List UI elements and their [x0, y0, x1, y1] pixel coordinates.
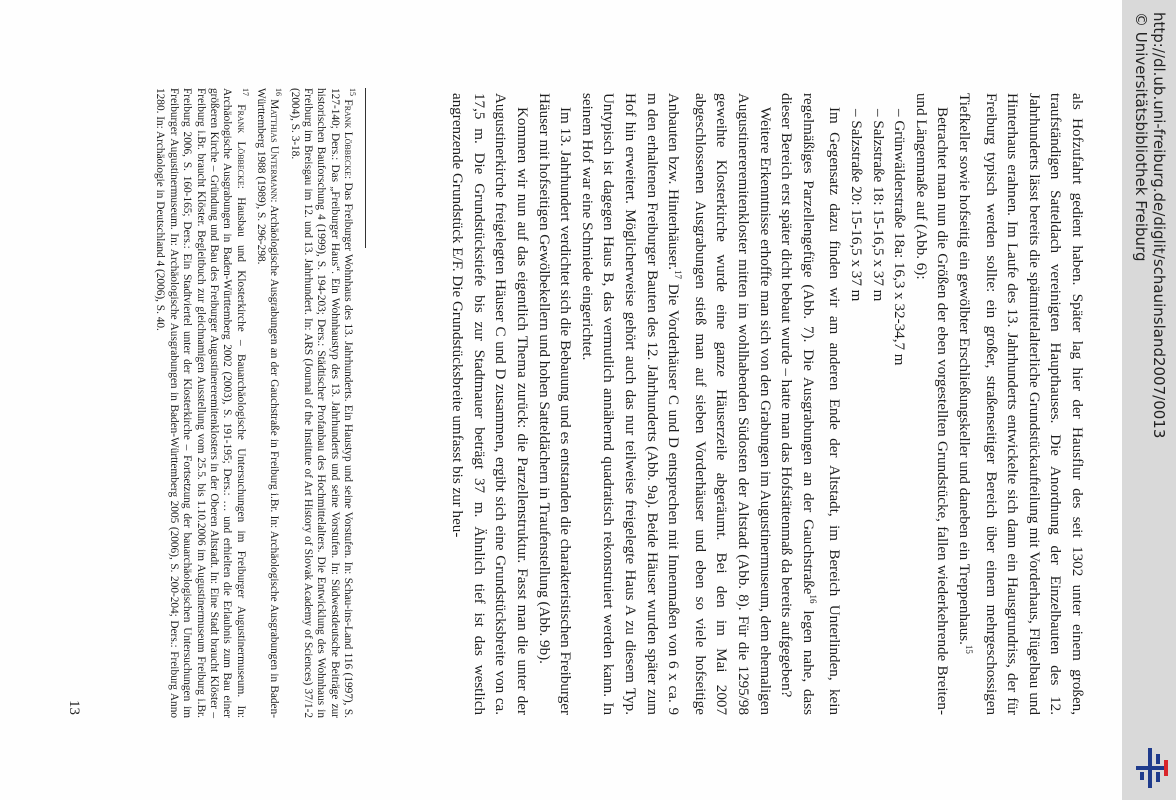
footnote-text: : Das Freiburger Wohnhaus des 13. Jahrhunderts. Ein Haustyp und seine Vorstufen. In: Schau-ins-Land 116 (1997), S. 127-140; Ders.: Das „Freiburger Haus“. Ein Wohnhaustyp des 13. Jahrhunderts und seine Vorstufen. In: Südwestdeutsche Beiträge zur historischen Bauforschung 4 (1999), S. 194-203; Ders.: Städtischer Profanbau des Hochmittelalters. Die Entwicklung des Wohnhaus in Freiburg im Breisgau im 12. und 13. Jahrhundert. In: ARS (Journal of the Institute of Art History of Slovak Academy of Sciences) 37/1-2 (2004), S. 3-18.: [288, 88, 355, 719]
footnote-number: 17: [240, 88, 250, 96]
paragraph-2: Betrachtet man nun die Größen der eben vorgestellten Grundstücke, fallen wiederkehrende Breiten- und Längenmaße auf (Abb. 6):: [912, 93, 951, 715]
paragraph-3: [775, 93, 845, 715]
paragraph-4a-text: Weitere Erkenntnisse erhoffte man sich von den Grabungen im Augustinermuseum, dem ehemaligen Augustinereremitenkloster mitten im wohlhabenden Südosten der Altstadt (Abb. 8). Für die 1295/98 geweihte Klosterkirche wurde eine ganze Häuserzeile abgeräumt. Bei den im Mai 2007 abgeschlossenen Ausgrabungen stieß man auf sieben Vorderhäuser und eben so viele hofseitige Anbauten bzw. Hinterhäuser.: [665, 93, 773, 715]
paragraph-4b-text: Die Vorderhäuser C und D entsprechen mit Innenmaßen von 6 x ca. 9 m den erhaltenen Freiburger Bauten des 12. Jahrhunderts (Abb. 9a). Beide Häuser wurden später zum Hof hin erweitert. Möglicherweise gehört auch das nur teilweise freigelegte Haus A zu diesem Typ. Untypisch ist dagegen Haus B, das vermutlich annähernd quadratisch rekonstruiert werden kann. In seinem Hof war eine Schmiede eingerichtet.: [578, 93, 682, 715]
footnote-divider: [365, 88, 366, 248]
footnote-author: Frank Löbbecke: [342, 99, 355, 176]
plot-size-list: [844, 93, 909, 715]
copyright-notice: © Universitätsbibliothek Freiburg: [1132, 12, 1150, 262]
footnote-16: [254, 88, 286, 718]
paragraph-6: Kommen wir nun auf das eigentlich Thema zurück: die Parzellenstruktur. Fasst man die unter der Augustinerkirche freigelegten Häuser C und D zusammen, ergibt sich eine Grundstücksbreite von ca. 17,5 m. Die Grundstückstiefe bis zur Stadtmauer beträgt 37 m. Ähnlich tief ist das westlich angrenzende Grundstück E/F. Die Grundstücksbreite umfasst bis zur heu-: [449, 93, 531, 715]
footnote-ref-16: 16: [807, 594, 818, 604]
paragraph-4: [575, 93, 774, 715]
ub-freiburg-logo-icon: [1128, 746, 1172, 790]
side-strip-text: [1132, 0, 1176, 800]
footnote-number: 15: [348, 88, 357, 96]
side-strip: [1122, 0, 1176, 800]
footnote-15: [287, 88, 359, 718]
paragraph-1: [952, 93, 1087, 715]
footnotes: [151, 88, 366, 718]
paragraph-1-text: als Hofzufahrt gedient haben. Später lag hier der Hausflur des seit 1302 unter einem großen, traufständigen Satteldach vereinigten Haupthauses. Die Anordnung der Einzelbauten des 12. Jahrhunderts lässt bereits die spätmittelalterliche Grundstückaufteilung mit Vorderhaus, Flügelbau und Hinterhaus erahnen. Im Laufe des 13. Jahrhunderts entwickelte sich dann ein Hausgrundriss, der für Freiburg typisch werden sollte: ein großer, straßenseitiger Bereich über einem mehrgeschossigen Tiefkeller sowie hofseitig ein gewölbter Erschließungskeller und daneben ein Treppenhaus.: [956, 93, 1085, 715]
paragraph-3b-text: legen nahe, dass dieser Bereich erst später dicht bebaut wurde – hatte man das Hofstättenmaß da bereits aufgegeben?: [778, 93, 816, 715]
footnote-17: [153, 88, 252, 718]
footnote-ref-15: 15: [964, 644, 975, 654]
list-item: – Salzstraße 20: 15-16,5 x 37 m: [848, 109, 865, 302]
list-item: – Salzstraße 18: 15-16,5 x 37 m: [869, 109, 886, 302]
footnote-author: Frank Löbbecke: [234, 104, 247, 186]
source-url[interactable]: http://dl.ub.uni-freiburg.de/diglit/schauinsland2007/0013: [1150, 12, 1168, 439]
paragraph-5: Im 13. Jahrhundert verdichtet sich die Bebauung und es entstanden die charakteristischen Freiburger Häuser mit hofseitigen Gewölbekellern und hohen Satteldächern in Traufenstellung (Abb. 9b).: [535, 93, 574, 715]
paragraph-3a-text: Im Gegensatz dazu finden wir am anderen Ende der Altstadt, im Bereich Unterlinden, kein regelmäßiges Parzellengefüge (Abb. 7). Die Ausgrabungen an der Gauchstraße: [799, 93, 843, 715]
page-number: 13: [66, 700, 82, 715]
footnote-text: : Archäologische Ausgrabungen an der Gauchstraße in Freiburg i.Br. In: Archäologische Ausgrabungen in Baden-Württemberg 1988 (1989), S. 296-298.: [255, 88, 281, 718]
list-item: – Grünwälderstraße 18a: 16,3 x 32-34,7 m: [891, 109, 908, 366]
main-text: [446, 93, 1087, 715]
footnote-text: : Hausbau und Klosterkirche – Bauarchäologische Untersuchungen im Freiburger Augustinermuseum. In: Archäologische Ausgrabungen in Baden-Württemberg 2002 (2003), S. 191-195; Ders.: … und erhielten die Erlaubnis zum Bau einer größeren Kirche – Gründung und Bau des Freiburger Augustinereremitenklosters in der Oberen Altstadt. In: Eine Stadt braucht Klöster – Freiburg i.Br. braucht Klöster. Begleitbuch zur gleichnamigen Ausstellung vom 25.5. bis 1.10.2006 im Augustinermuseum Freiburg i.Br. Freiburg 2006, S. 160-165; Ders.: Ein Stadtviertel unter der Klosterkirche – Fortsetzung der bauarchäologischen Untersuchungen im Freiburger Augustinermuseum. In: Archäologische Ausgrabungen in Baden-Württemberg 2005 (2006), S. 200-204; Ders.: Freiburg Anno 1280. In: Archäologie in Deutschland 4 (2006), S. 40.: [154, 88, 247, 719]
footnote-author: Matthias Untermann: [268, 99, 281, 200]
footnote-number: 16: [274, 88, 284, 96]
footnote-ref-17: 17: [673, 269, 684, 279]
